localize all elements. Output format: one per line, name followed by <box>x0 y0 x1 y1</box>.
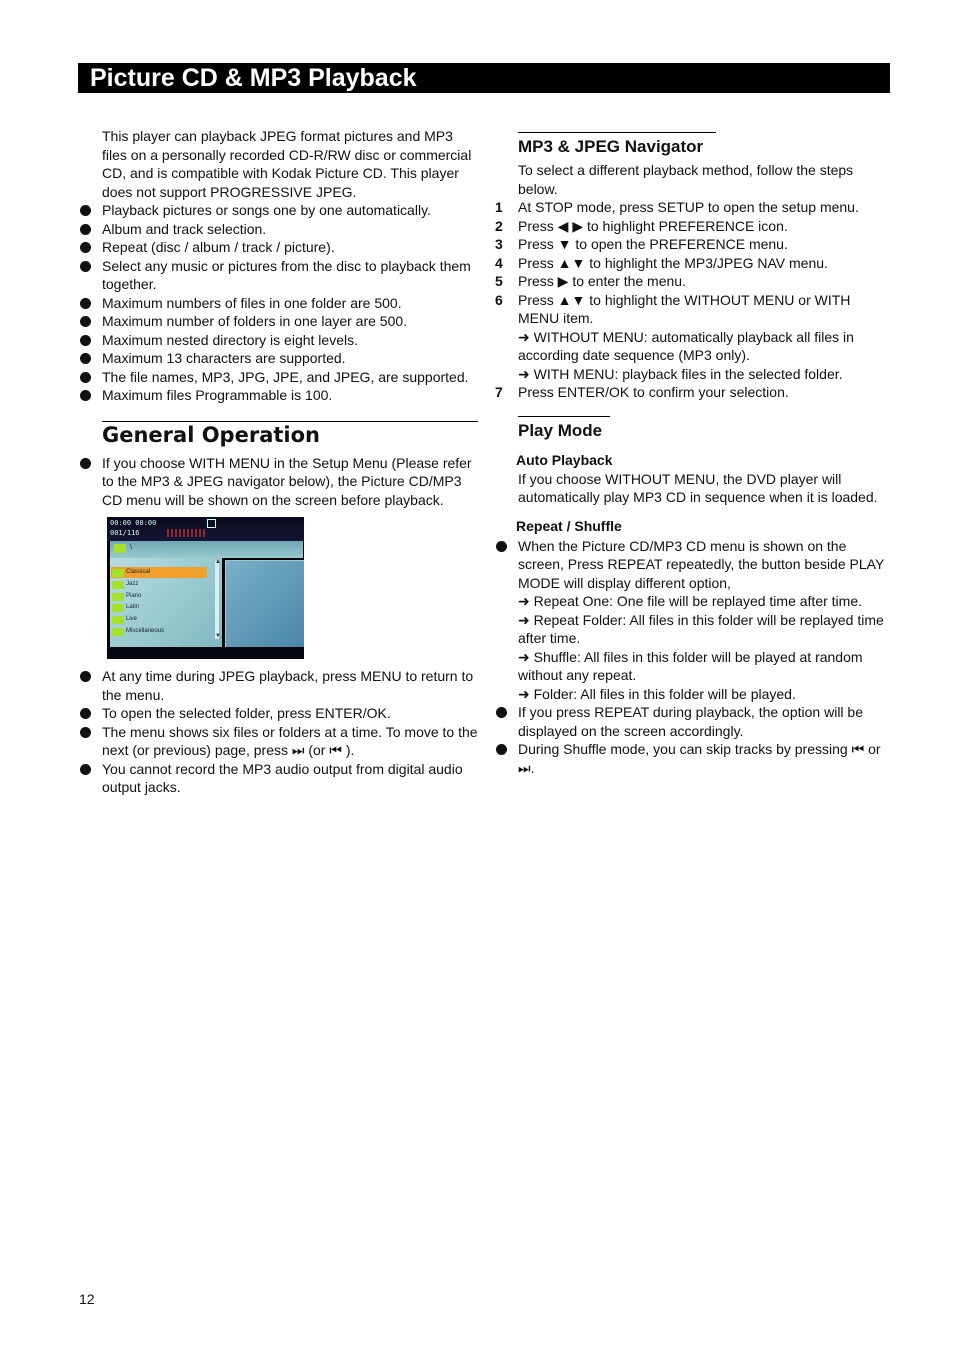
page-number: 12 <box>79 1291 95 1307</box>
bullet-icon <box>80 671 91 682</box>
menu-screenshot <box>107 517 304 659</box>
repeat-option: ➜ Folder: All files in this folder will be played. <box>518 685 796 702</box>
list-item: If you press REPEAT during playback, the option will be displayed on the screen accordingly. <box>494 703 894 740</box>
general-operation-heading: General Operation <box>102 421 478 447</box>
left-column <box>78 127 478 797</box>
bullet-icon <box>80 727 91 738</box>
general-operation-body <box>78 454 478 797</box>
step-note: ➜ WITHOUT MENU: automatically playback all files in according date sequence (MP3 only). <box>518 328 854 363</box>
folder-item: Piano <box>111 591 221 602</box>
disc-icon <box>207 519 216 528</box>
bullet-icon <box>496 744 507 755</box>
bullet-icon <box>80 708 91 719</box>
bullet-icon <box>80 261 91 272</box>
list-item: Maximum 13 characters are supported. <box>78 349 478 368</box>
list-item: If you choose WITH MENU in the Setup Menu (Please refer to the MP3 & JPEG navigator below), the Picture CD/MP3 CD menu will be shown on the screen before playback. <box>78 454 478 510</box>
bullet-icon <box>80 205 91 216</box>
list-item: You cannot record the MP3 audio output from digital audio output jacks. <box>78 760 478 797</box>
auto-playback-text: If you choose WITHOUT MENU, the DVD player will automatically play MP3 CD in sequence when it is loaded. <box>518 470 878 505</box>
list-item: To open the selected folder, press ENTER/OK. <box>78 704 478 723</box>
scroll-up-icon: ▲ <box>215 559 221 565</box>
screen-status-bar <box>107 517 304 541</box>
preview-pane <box>225 560 304 649</box>
repeat-option: ➜ Repeat Folder: All files in this folder will be replayed time after time. <box>518 611 884 646</box>
step-item: 6 Press ▲▼ to highlight the WITHOUT MENU or WITH MENU item. <box>495 291 851 326</box>
bullet-icon <box>80 353 91 364</box>
list-item: Album and track selection. <box>78 220 478 239</box>
list-item: Maximum nested directory is eight levels. <box>78 331 478 350</box>
bullet-icon <box>80 764 91 775</box>
repeat-option: ➜ Shuffle: All files in this folder will be played at random without any repeat. <box>518 648 863 683</box>
step-item: 5 Press ▶ to enter the menu. <box>495 273 686 289</box>
navigator-steps <box>494 198 894 402</box>
repeat-option: ➜ Repeat One: One file will be replayed time after time. <box>518 593 862 609</box>
step-note: ➜ WITH MENU: playback files in the selected folder. <box>518 365 843 382</box>
folder-item: Jazz <box>111 579 221 590</box>
bullet-icon <box>80 316 91 327</box>
folder-icon <box>112 569 124 577</box>
list-item: At any time during JPEG playback, press MENU to return to the menu. <box>78 667 478 704</box>
list-item: Maximum numbers of files in one folder are 500. <box>78 294 478 313</box>
bullet-icon <box>80 458 91 469</box>
list-item: Playback pictures or songs one by one automatically. <box>78 201 478 220</box>
list-item: Repeat (disc / album / track / picture). <box>78 238 478 257</box>
folder-icon <box>112 604 124 612</box>
list-item: Maximum number of folders in one layer are 500. <box>78 312 478 331</box>
folder-item: Miscellaneous <box>111 626 221 637</box>
auto-playback-heading: Auto Playback <box>516 451 613 468</box>
bullet-icon <box>80 372 91 383</box>
intro-paragraph: This player can playback JPEG format pictures and MP3 files on a personally recorded CD-R/RW disc or commercial CD, and is compatible with Kodak Picture CD. This player does not support PROGRESSIVE JPEG. <box>102 128 472 200</box>
folder-item: Classical <box>111 567 207 578</box>
folder-icon <box>114 544 126 553</box>
list-item: During Shuffle mode, you can skip tracks by pressing ⏮ or ⏭. <box>494 740 894 777</box>
list-item: Select any music or pictures from the disc to playback them together. <box>78 257 478 294</box>
screen-path: \ <box>130 544 132 551</box>
scroll-down-icon: ▼ <box>215 633 221 639</box>
bullet-icon <box>496 707 507 718</box>
screen-path-bar <box>110 541 303 558</box>
scrollbar <box>215 561 219 639</box>
folder-icon <box>112 628 124 636</box>
list-item: The menu shows six files or folders at a time. To move to the next (or previous) page, press ⏭ (or ⏮ ). <box>78 723 478 760</box>
right-column <box>494 132 894 777</box>
bullet-icon <box>80 390 91 401</box>
screen-track: 001/116 <box>110 529 140 537</box>
step-item: 4 Press ▲▼ to highlight the MP3/JPEG NAV menu. <box>495 254 828 271</box>
step-item: 7 Press ENTER/OK to confirm your selection. <box>495 384 789 400</box>
folder-item: Latin <box>111 602 221 613</box>
step-item: 2 Press ◀ ▶ to highlight PREFERENCE icon. <box>495 217 788 234</box>
list-item: The file names, MP3, JPG, JPE, and JPEG, are supported. <box>78 368 478 387</box>
folder-item: Live <box>111 614 221 625</box>
screen-bottom-bar <box>107 647 304 659</box>
bullet-icon <box>80 242 91 253</box>
bullet-icon <box>80 224 91 235</box>
bullet-icon <box>80 335 91 346</box>
folder-icon <box>112 616 124 624</box>
list-item: Maximum files Programmable is 100. <box>78 386 478 405</box>
feature-list <box>78 201 478 405</box>
list-item: When the Picture CD/MP3 CD menu is shown on the screen, Press REPEAT repeatedly, the button beside PLAY MODE will display different option, <box>494 537 894 593</box>
step-item: 3 Press ▼ to open the PREFERENCE menu. <box>495 236 788 252</box>
play-mode-heading: Play Mode <box>518 416 610 441</box>
folder-icon <box>112 581 124 589</box>
repeat-shuffle-heading: Repeat / Shuffle <box>516 517 622 534</box>
page-title: Picture CD & MP3 Playback <box>78 63 890 93</box>
mp3-navigator-heading: MP3 & JPEG Navigator <box>518 132 716 157</box>
step-item: 1 At STOP mode, press SETUP to open the setup menu. <box>495 199 859 215</box>
folder-icon <box>112 593 124 601</box>
screen-time: 00:00 00:00 <box>110 519 157 527</box>
bullet-icon <box>80 298 91 309</box>
bullet-icon <box>496 541 507 552</box>
navigator-intro: To select a different playback method, follow the steps below. <box>518 162 854 197</box>
equalizer-icon <box>167 529 207 537</box>
